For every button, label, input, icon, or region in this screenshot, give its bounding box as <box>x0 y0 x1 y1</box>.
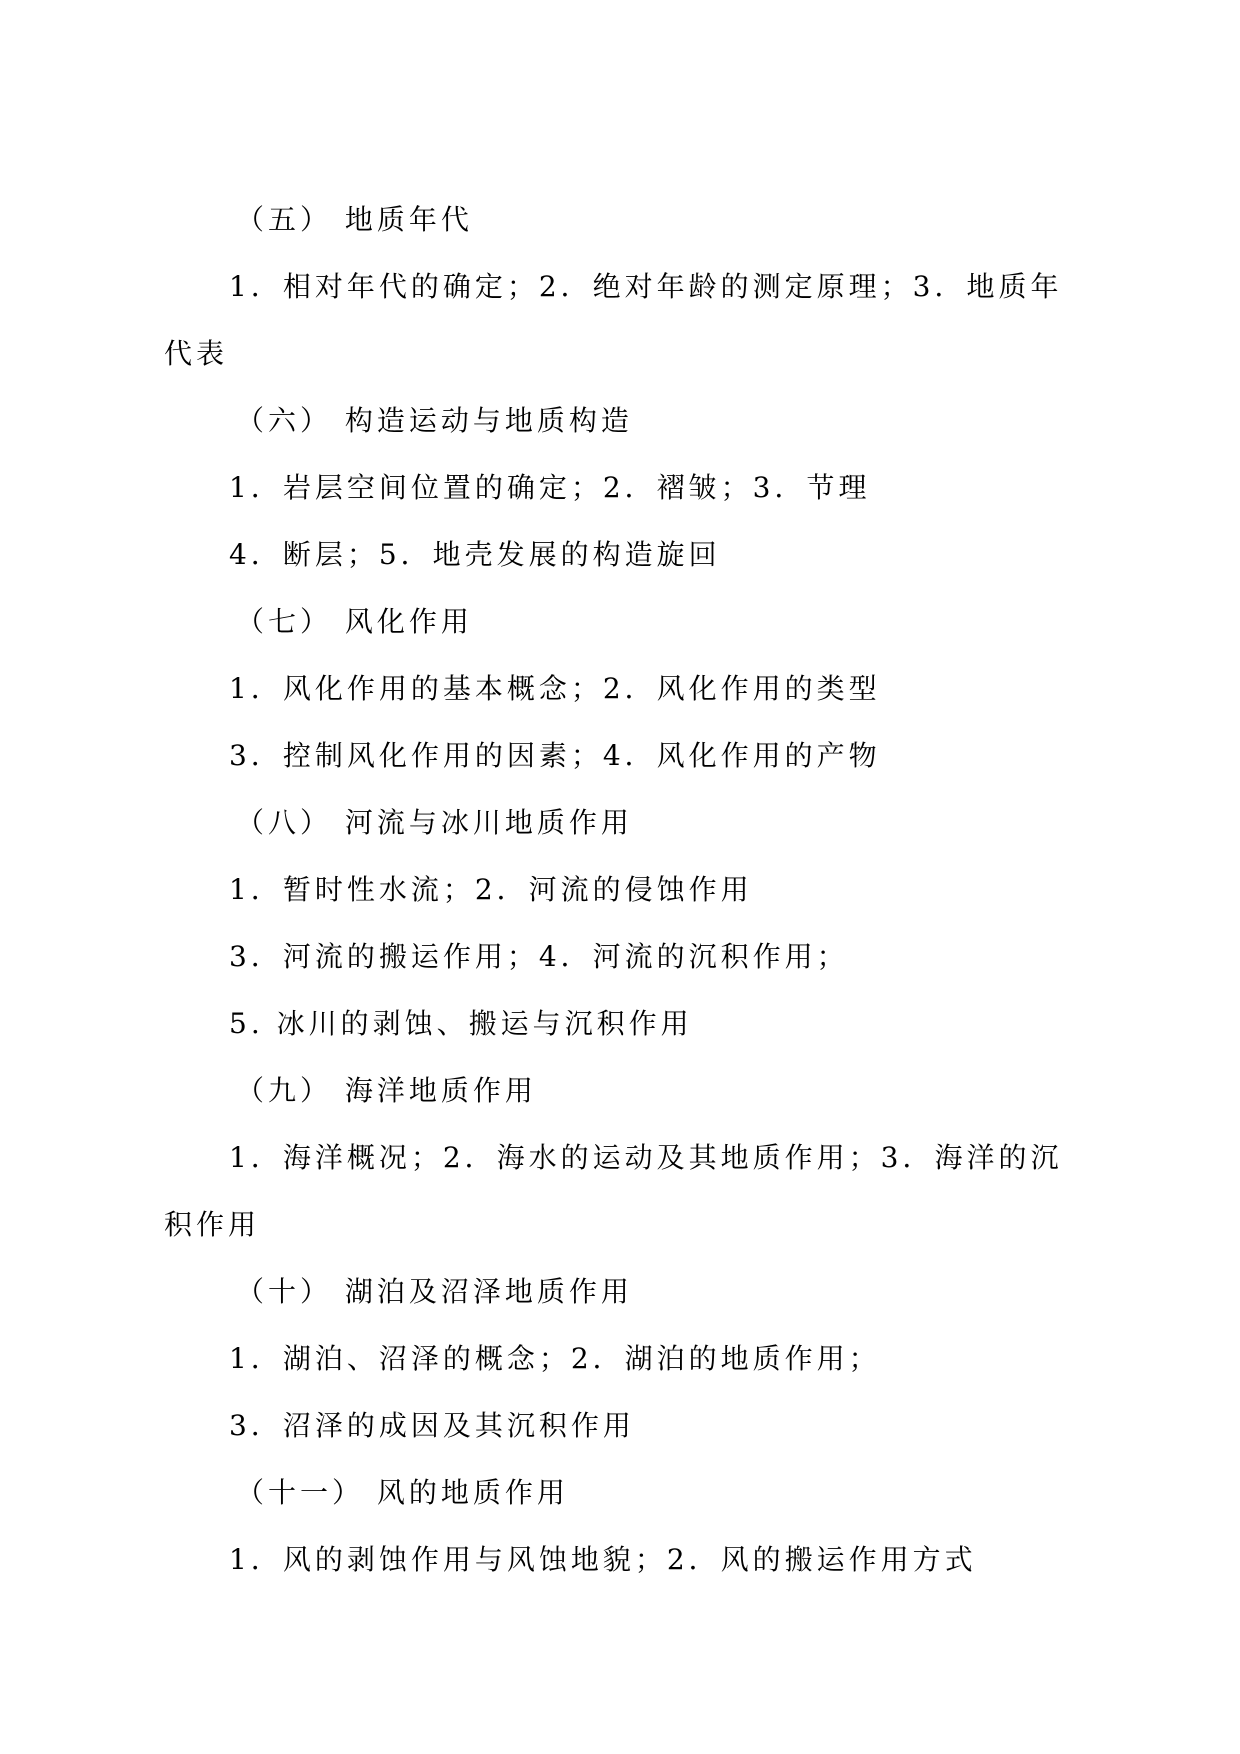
section-heading: （五） 地质年代 <box>236 203 473 236</box>
list-item-text: 3．沼泽的成因及其沉积作用 <box>229 1409 635 1442</box>
section-heading: （八） 河流与冰川地质作用 <box>236 806 633 839</box>
list-item-text: 积作用 <box>164 1208 261 1241</box>
section-heading: （十一） 风的地质作用 <box>236 1476 569 1509</box>
list-item-text: 1．湖泊、沼泽的概念；2．湖泊的地质作用； <box>229 1342 881 1375</box>
list-item-text: 1．风的剥蚀作用与风蚀地貌；2．风的搬运作用方式 <box>229 1543 977 1576</box>
list-item-text: 4．断层；5．地壳发展的构造旋回 <box>229 538 721 571</box>
list-item-text: 3．河流的搬运作用；4．河流的沉积作用； <box>229 940 849 973</box>
list-item-text: 1．暂时性水流；2．河流的侵蚀作用 <box>229 873 753 906</box>
list-item-text: 1．岩层空间位置的确定；2．褶皱；3．节理 <box>229 471 871 504</box>
section-heading: （六） 构造运动与地质构造 <box>236 404 633 437</box>
list-item-text: 代表 <box>164 337 229 370</box>
section-heading: （九） 海洋地质作用 <box>236 1074 537 1107</box>
list-item-text: 5. 冰川的剥蚀、搬运与沉积作用 <box>229 1007 693 1040</box>
list-item-text: 1．相对年代的确定；2．绝对年龄的测定原理；3．地质年 <box>229 270 1063 303</box>
list-item-text: 3．控制风化作用的因素；4．风化作用的产物 <box>229 739 881 772</box>
section-heading: （十） 湖泊及沼泽地质作用 <box>236 1275 633 1308</box>
list-item-text: 1．海洋概况；2．海水的运动及其地质作用；3．海洋的沉 <box>229 1141 1063 1174</box>
section-heading: （七） 风化作用 <box>236 605 473 638</box>
list-item-text: 1．风化作用的基本概念；2．风化作用的类型 <box>229 672 881 705</box>
